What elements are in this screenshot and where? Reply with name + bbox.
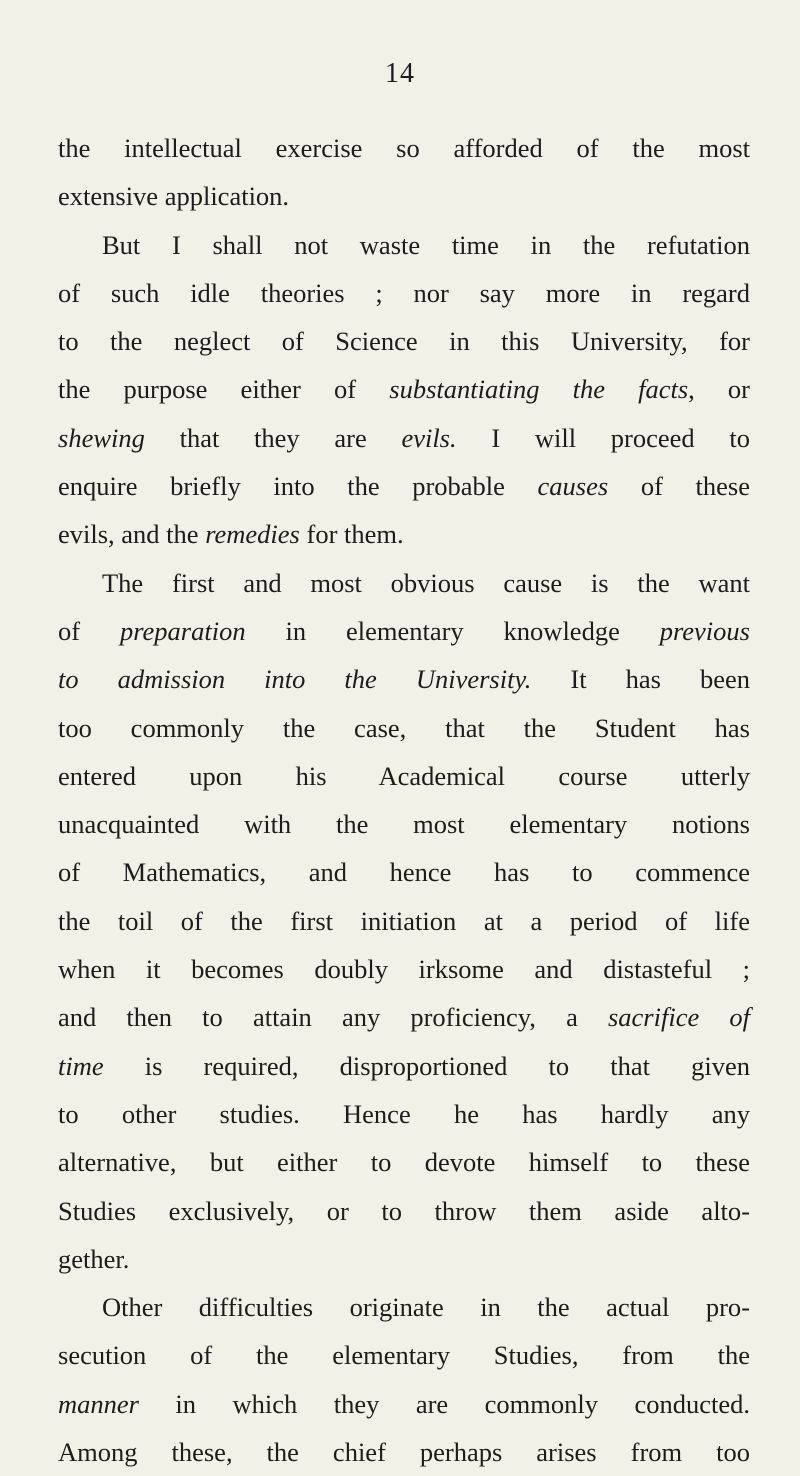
text-line (58, 1042, 750, 1090)
italic-text: causes (537, 471, 609, 502)
italic-text: evils. (401, 422, 457, 453)
text-line: to other studies. Hence he has hardly any (58, 1098, 750, 1129)
text-segment: of (58, 615, 120, 646)
text-line: when it becomes doubly irksome and distasteful ; (58, 954, 750, 985)
italic-text: time (58, 1050, 104, 1081)
text-line: to the neglect of Science in this University, for (58, 326, 750, 357)
text-segment: It has been (531, 664, 750, 695)
italic-text: shewing (58, 422, 145, 453)
text-line (58, 993, 750, 1041)
text-line: too commonly the case, that the Student has (58, 712, 750, 743)
text-segment: that they are (144, 422, 402, 453)
text-segment: for them. (299, 519, 404, 550)
italic-text: remedies (205, 519, 300, 550)
text-line (58, 655, 750, 703)
text-line: gether. (58, 1243, 130, 1274)
text-line (58, 414, 750, 462)
text-line: secution of the elementary Studies, from the (58, 1340, 750, 1371)
text-segment: and then to attain any proficiency, a (58, 1002, 608, 1033)
italic-text: to admission into the University. (58, 664, 532, 695)
text-line: entered upon his Academical course utterly (58, 760, 750, 791)
text-line: alternative, but either to devote himself to these (58, 1147, 750, 1178)
text-line (58, 510, 750, 558)
page-number: 14 (385, 58, 415, 89)
text-line (58, 607, 750, 655)
text-line: The first and most obvious cause is the want (102, 567, 750, 598)
text-line: Among these, the chief perhaps arises from too (58, 1437, 750, 1468)
text-line (58, 365, 750, 413)
text-segment: I will proceed to (456, 422, 750, 453)
text-line (58, 1380, 750, 1428)
text-segment: in which they are commonly conducted. (138, 1388, 750, 1419)
italic-text: sacrifice of (607, 1002, 750, 1033)
text-segment: evils, and the (58, 519, 206, 550)
text-line: of Mathematics, and hence has to commence (58, 857, 750, 888)
italic-text: preparation (119, 615, 246, 646)
text-line: Other difficulties originate in the actual pro- (102, 1292, 750, 1323)
italic-text: previous (659, 615, 750, 646)
text-segment: in elementary knowledge (245, 615, 660, 646)
text-line: the intellectual exercise so afforded of the most (58, 133, 750, 163)
text-line (58, 462, 750, 510)
text-line: the toil of the first initiation at a period of life (58, 905, 750, 936)
text-segment: is required, disproportioned to that given (103, 1050, 750, 1081)
text-segment: enquire briefly into the probable (58, 471, 538, 502)
italic-text: substantiating the facts (389, 374, 689, 405)
body-text (58, 124, 750, 1476)
text-segment: of these (608, 471, 750, 502)
text-line: unacquainted with the most elementary notions (58, 809, 750, 840)
italic-text: manner (58, 1388, 139, 1419)
text-line: of such idle theories ; nor say more in regard (58, 277, 750, 308)
text-segment: the purpose either of (58, 374, 390, 405)
text-line: extensive application. (58, 181, 290, 212)
text-line: Studies exclusively, or to throw them aside alto- (58, 1195, 750, 1226)
text-segment: , or (688, 374, 750, 405)
text-line: But I shall not waste time in the refutation (102, 229, 750, 260)
